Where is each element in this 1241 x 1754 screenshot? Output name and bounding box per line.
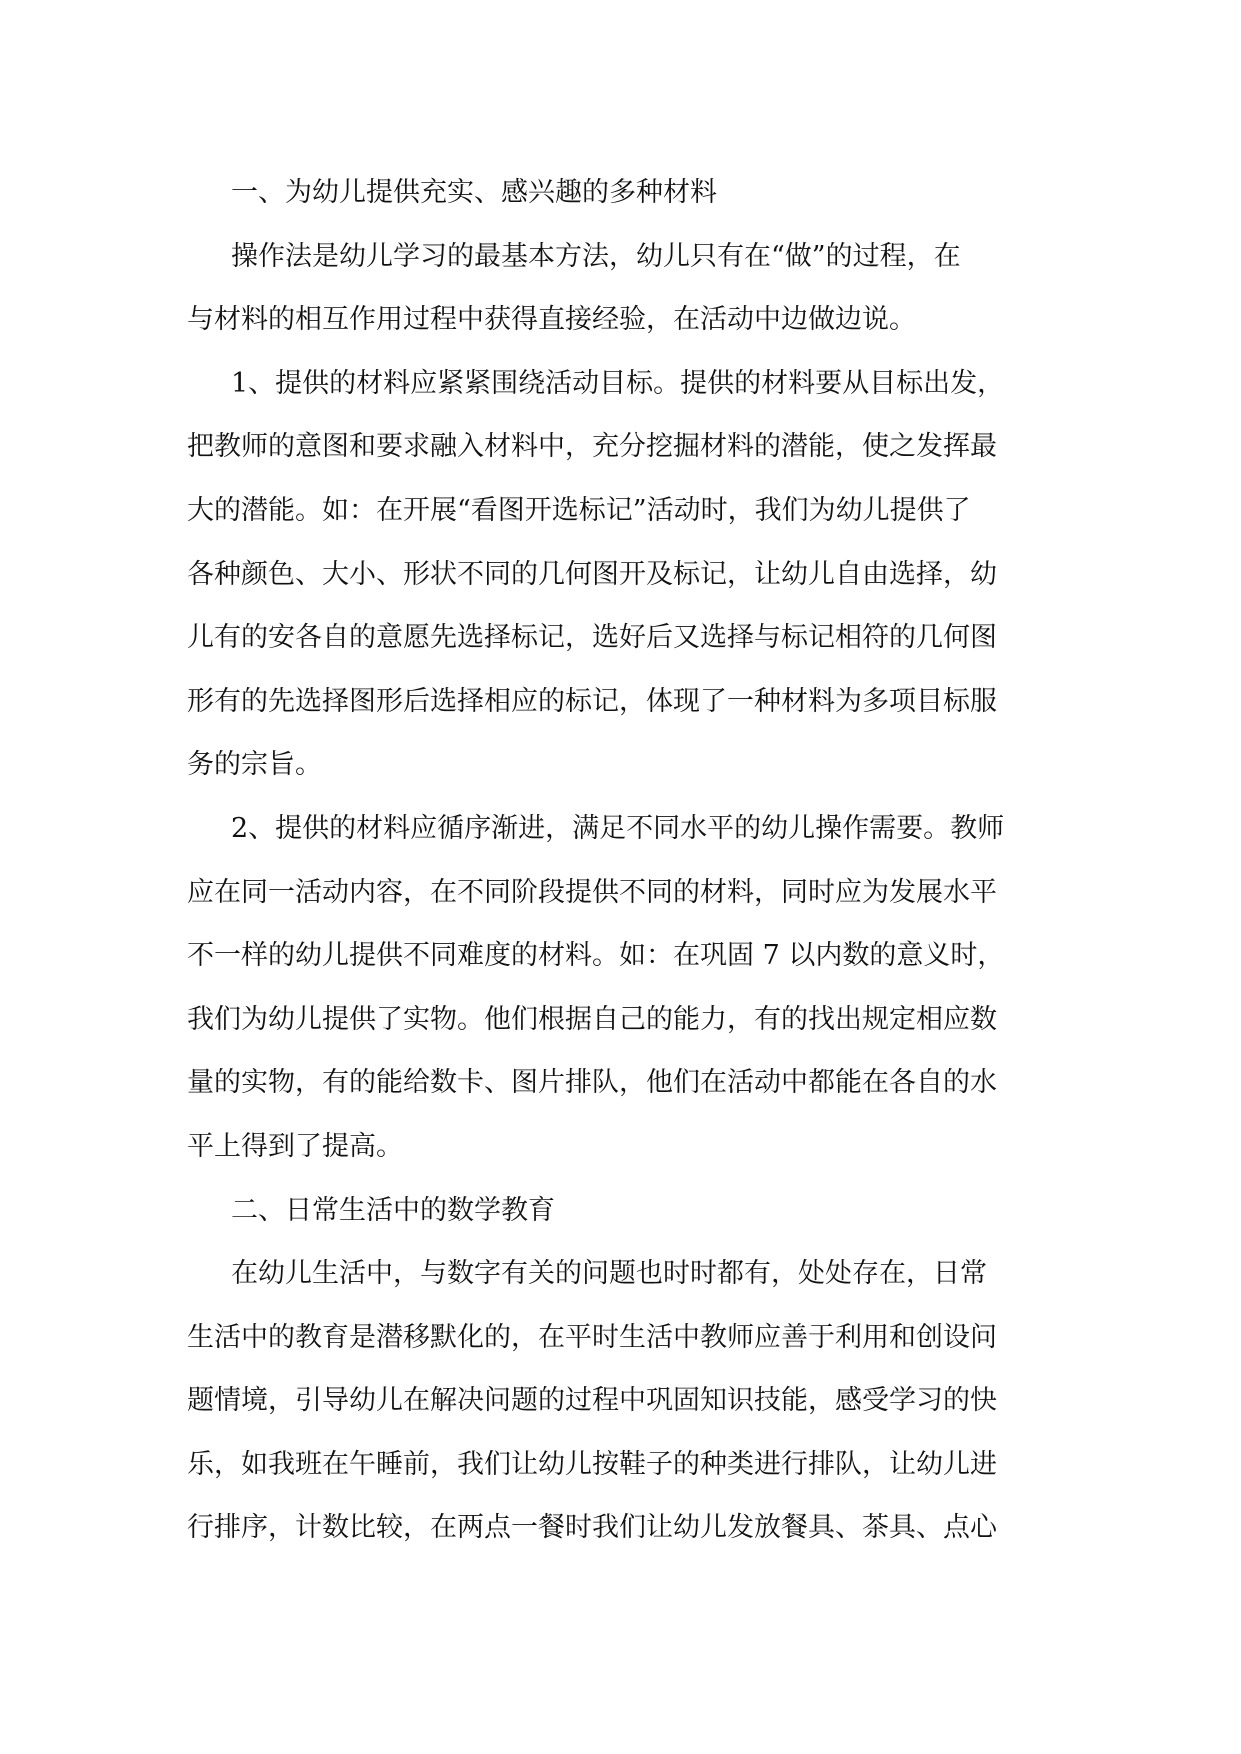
paragraph-line: 应在同一活动内容，在不同阶段提供不同的材料，同时应为发展水平 [187, 876, 997, 908]
paragraph-line: 题情境，引导幼儿在解决问题的过程中巩固知识技能，感受学习的快 [187, 1385, 997, 1417]
paragraph-line: 在幼儿生活中，与数字有关的问题也时时都有，处处存在，日常 [231, 1258, 987, 1290]
paragraph-line: 儿有的安各自的意愿先选择标记，选好后又选择与标记相符的几何图 [187, 622, 997, 654]
paragraph-line: 务的宗旨。 [187, 749, 322, 781]
section-heading-1: 一、为幼儿提供充实、感兴趣的多种材料 [231, 177, 717, 208]
paragraph-line: 平上得到了提高。 [187, 1130, 403, 1162]
paragraph-line: 操作法是幼儿学习的最基本方法，幼儿只有在“做”的过程，在 [231, 240, 961, 272]
paragraph-line: 量的实物，有的能给数卡、图片排队，他们在活动中都能在各自的水 [187, 1067, 997, 1099]
paragraph-line: 乐，如我班在午睡前，我们让幼儿按鞋子的种类进行排队，让幼儿进 [187, 1448, 997, 1480]
paragraph-line: 1、提供的材料应紧紧围绕活动目标。提供的材料要从目标出发， [231, 367, 1005, 399]
paragraph-line: 生活中的教育是潜移默化的，在平时生活中教师应善于利用和创设问 [187, 1321, 997, 1353]
paragraph-line: 与材料的相互作用过程中获得直接经验，在活动中边做边说。 [187, 304, 916, 336]
paragraph-line: 把教师的意图和要求融入材料中，充分挖掘材料的潜能，使之发挥最 [187, 431, 997, 463]
document-body [187, 161, 1054, 1560]
paragraph-line: 行排序，计数比较，在两点一餐时我们让幼儿发放餐具、茶具、点心 [187, 1512, 997, 1544]
paragraph-line: 不一样的幼儿提供不同难度的材料。如：在巩固 7 以内数的意义时， [187, 940, 1005, 972]
paragraph-line: 形有的先选择图形后选择相应的标记，体现了一种材料为多项目标服 [187, 685, 997, 717]
paragraph-line: 大的潜能。如：在开展“看图开选标记”活动时，我们为幼儿提供了 [187, 494, 971, 526]
paragraph-line: 2、提供的材料应循序渐进，满足不同水平的幼儿操作需要。教师 [231, 812, 1005, 844]
paragraph-line: 我们为幼儿提供了实物。他们根据自己的能力，有的找出规定相应数 [187, 1003, 997, 1035]
paragraph-line: 各种颜色、大小、形状不同的几何图开及标记，让幼儿自由选择，幼 [187, 558, 997, 590]
section-heading-2: 二、日常生活中的数学教育 [231, 1194, 555, 1226]
